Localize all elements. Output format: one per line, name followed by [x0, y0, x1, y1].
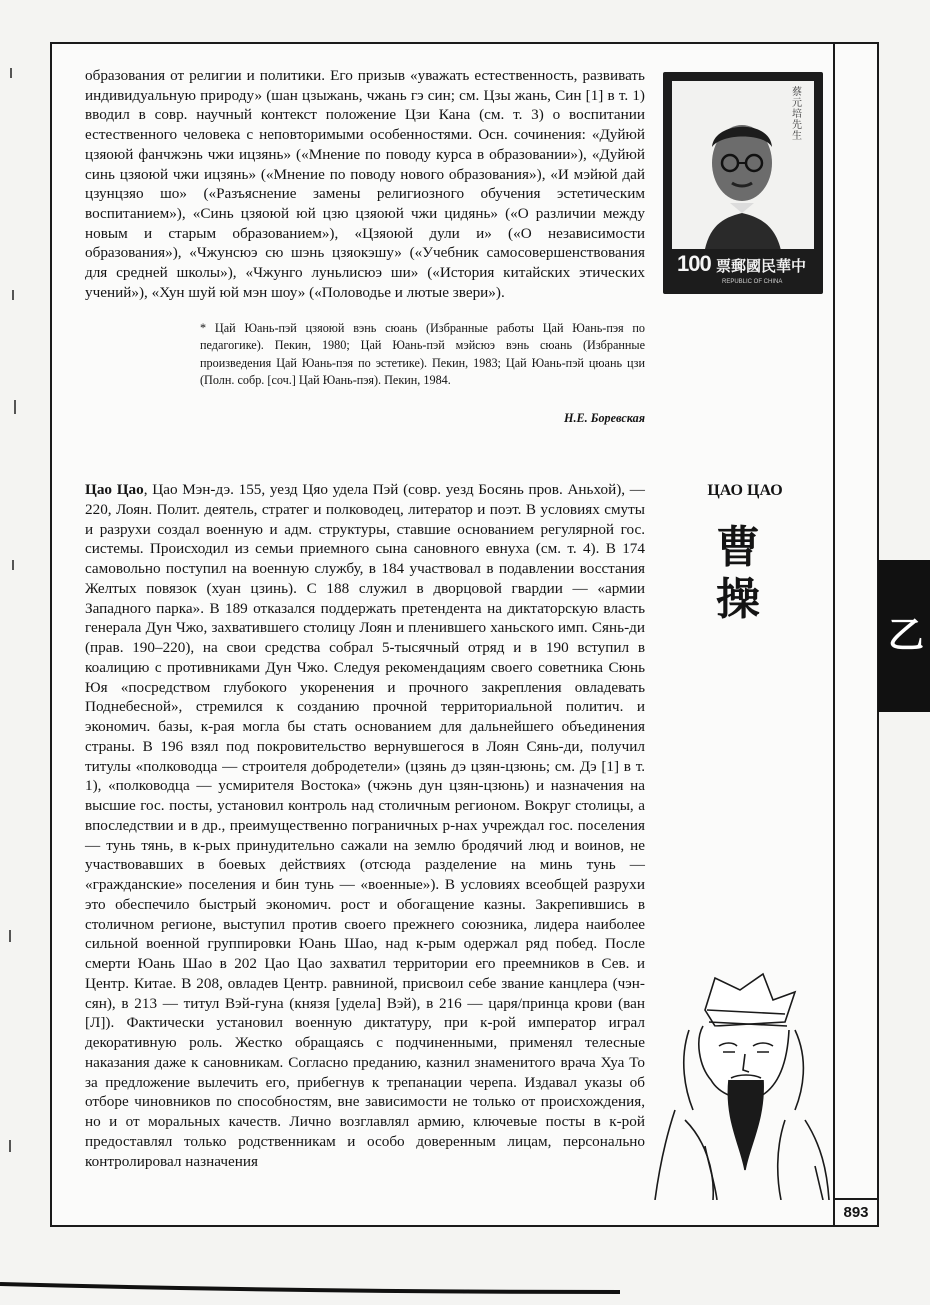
stamp-vertical-text: 蔡元培先生: [792, 87, 802, 142]
margin-mark: [12, 560, 14, 570]
top-article-paragraph: образования от религии и политики. Его призыв «уважать естественность, развивать индивидуальную природу» (шан цзыжань, чжань гэ син; см. Цзы жань, Син [1] в т. 1) вводил в совр. научный контекст положение Цзи Кана (см. т. 3) о воспитании естественного человека с неповторимыми особенностями. Осн. сочинения: «Дуйюй цзяоюй фанчжэнь чжи ицзянь» («Мнение по поводу курса в образовании»), «Дуйюй синь цзяоюй чжи ицзянь» («Мнение по поводу нового образования»), «И мэйюй дай цзунцзяо шо» («Разъяснение замены религиозного обучения эстетическим воспитанием»), «Синь цзяоюй юй цзю цзяоюй чжи цидянь» («О различии между новым и старым образованием»), «Цзяоюй дули и» («О независимости образования»), «Чжунсюэ сю шэнь цзяокэшу» («Учебник самосовершенствования для средней школы»), «Чжунго луньлисюэ ши» («История китайских этических учений»), «Хун шуй юй мэн шоу» («Половодье и лютые звери»).: [85, 67, 645, 301]
margin-mark: [9, 1140, 11, 1152]
margin-mark: [9, 930, 11, 942]
stamp-country: 票郵國民華中: [716, 257, 807, 275]
entry-body: , Цао Мэн-дэ. 155, уезд Цяо удела Пэй (совр. уезд Босянь пров. Аньхой), — 220, Лоян. Полит. деятель, стратег и полководец, литератор и поэт. В условиях смуты и разрухи создал военную и адм. структуры, ставшие основанием регулярной гос. системы. Происходил из семьи приемного сына сановного евнуха (см. т. 4). В 174 самовольно поступил на военную службу, в 184 участвовал в подавлении восстания Желтых повязок (хуан цзинь). С 188 служил в дворцовой гвардии — «армии Западного парка». В 189 отказался поддержать претендента на диктаторскую власть генерала Дун Чжо, захватившего столицу Лоян и пленившего ханьского имп. Сянь-ди (прав. 190–220), на свои средства собрал 5-тысячный отряд и в 190 вступил в коалицию с противниками Дун Чжо. Следуя рекомендациям своего советника Сюнь Юя «посредством глубокого укоренения и прочного закрепления овладевать Поднебесной», стремился к созданию прочной территориальной политич. и экономич. базы, к-рая могла бы стать основанием для дальнейшего объединения страны. В 196 взял под покровительство вернувшегося в Лоян Сянь-ди, получил титулы «полководца — строителя добродетели» (цзянь дэ цзян-цзюнь; см. Дэ [1] в т. 1), «полководца — усмирителя Востока» (чжэнь дун цзян-цзюнь) и назначения на высшие гос. посты, установил контроль над столичным регионом. Вокруг столицы, а впоследствии и в др., преимущественно пограничных р-нах учреждал гос. поселения — тунь тянь, в к-рых принудительно сажали на землю бродячий люд и воинов, не участвовавших в боевых действиях (отсюда разделение на минь тунь — «гражданские» поселения и бин тунь — «военные»). В условиях всеобщей разрухи это обеспечило быстрый экономич. рост и обогащение казны. Закрепившись в столичном регионе, выступил против своего прежнего союзника, лидера наиболее сильной военной группировки Юань Шао, над к-рым одержал ряд побед. После смерти Юань Шао в 202 Цао Цао захватил территории его преемников в Сев. и Центр. Китае. В 208, овладев Центр. равниной, присвоил себе звание канцлера (чэн-сян), в 213 — титул Вэй-гуна (князя [удела] Вэй), в 216 — царя/принца крови (ван [Л]). Фактически установил военную диктатуру, при к-рой император играл декоративную роль. Жестко обращаясь с подчиненными, применял телесные наказания даже к сановникам. Согласно преданию, казнил знаменитого врача Хуа То за предложение вылечить его, прибегнув к трепанации черепа. Издавал указы об отборе чиновников по способностям, вне зависимости не только от происхождения, но и от моральных качеств. Лично возглавлял армию, ключевые посты в к-рой предоставлял только родственникам и особо доверенным лицам, персонально контролировал назначения: [85, 481, 645, 1170]
postage-stamp: [663, 72, 823, 294]
section-tab-glyph: 乙: [888, 615, 925, 656]
stamp-country-latin: REPUBLIC OF CHINA: [722, 279, 783, 285]
top-article-text: [85, 66, 645, 302]
cao-cao-portrait-icon: [645, 970, 833, 1200]
margin-mark: [12, 290, 14, 300]
hanzi-char-2: 操: [716, 574, 760, 625]
entry-title: ЦАО ЦАО: [707, 482, 783, 499]
stamp-face: [672, 81, 814, 285]
scan-edge-stroke: [0, 1280, 620, 1296]
article-author: Н.Е. Боревская: [563, 411, 645, 425]
page-number: 893: [835, 1198, 877, 1225]
entry-headword: Цао Цао: [85, 481, 144, 498]
hanzi-char-1: 曹: [716, 522, 760, 573]
entry-hanzi: [708, 522, 768, 626]
references-text: * Цай Юань-пэй цзяоюй вэнь сюань (Избранные работы Цай Юань-пэя по педагогике). Пекин, 1980; Цай Юань-пэй мэйсюэ вэнь сюань (Избранные произведения Цай Юань-пэя по эстетике). Пекин, 1983; Цай Юань-пэй цюань цзи (Полн. собр. [соч.] Цай Юань-пэя). Пекин, 1984.: [200, 321, 645, 387]
frame-divider: [833, 42, 835, 1227]
stamp-value-bar: [672, 249, 814, 285]
references: [200, 320, 645, 389]
entry-paragraph: [85, 480, 645, 1171]
margin-mark: [14, 400, 16, 414]
entry-text: [85, 480, 645, 1171]
stamp-value: 100: [677, 251, 711, 276]
margin-mark: [10, 68, 12, 78]
